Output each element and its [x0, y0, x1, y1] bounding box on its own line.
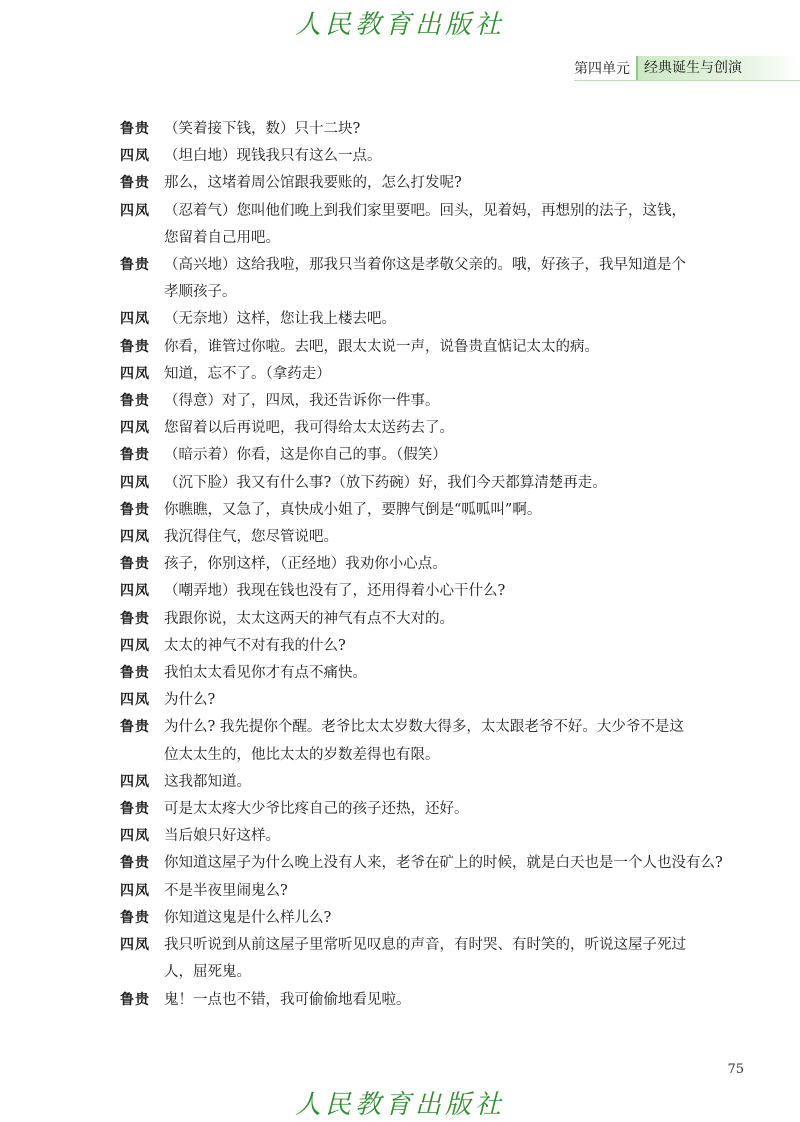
- dialogue-text: 不是半夜里闹鬼么?: [164, 882, 288, 899]
- speaker-name: 四凤: [120, 311, 150, 328]
- dialogue-text: 为什么? 我先提你个醒。老爷比太太岁数大得多，太太跟老爷不好。大少爷不是这: [164, 719, 684, 736]
- speaker-name: 四凤: [120, 583, 150, 600]
- speaker-name: 鲁贵: [120, 909, 150, 926]
- dialogue-body: [120, 116, 723, 1014]
- dialogue-line: [120, 796, 710, 823]
- dialogue-line: [120, 415, 710, 442]
- dialogue-line: [120, 987, 710, 1014]
- dialogue-text: 那么，这堵着周公馆跟我要账的，怎么打发呢?: [164, 175, 462, 192]
- speaker-name: 四凤: [120, 773, 150, 790]
- dialogue-line: [120, 442, 710, 469]
- dialogue-text: （嘲弄地）我现在钱也没有了，还用得着小心干什么?: [164, 583, 506, 600]
- unit-number: 第四单元: [574, 61, 630, 77]
- dialogue-line: [120, 551, 710, 578]
- dialogue-line: [120, 306, 710, 333]
- dialogue-line: [120, 606, 710, 633]
- dialogue-line: [120, 497, 710, 524]
- dialogue-text: 你知道这鬼是什么样儿么?: [164, 909, 332, 926]
- dialogue-line: [120, 687, 710, 714]
- dialogue-line: [120, 823, 710, 850]
- speaker-name: [120, 959, 164, 986]
- dialogue-text: 孝顺孩子。: [164, 284, 237, 301]
- dialogue-continuation: [120, 742, 710, 769]
- speaker-name: 四凤: [120, 529, 150, 546]
- dialogue-text: 鬼！一点也不错，我可偷偷地看见啦。: [164, 991, 411, 1008]
- dialogue-text: 孩子，你别这样，（正经地）我劝你小心点。: [164, 556, 447, 573]
- speaker-name: 鲁贵: [120, 257, 150, 274]
- dialogue-line: [120, 714, 710, 741]
- dialogue-line: [120, 198, 710, 225]
- speaker-name: 鲁贵: [120, 556, 150, 573]
- dialogue-line: [120, 170, 710, 197]
- speaker-name: 鲁贵: [120, 447, 150, 464]
- speaker-name: 鲁贵: [120, 393, 150, 410]
- dialogue-line: [120, 361, 710, 388]
- speaker-name: 鲁贵: [120, 501, 150, 518]
- dialogue-continuation: [120, 225, 710, 252]
- speaker-name: 四凤: [120, 420, 150, 437]
- speaker-name: 四凤: [120, 148, 150, 165]
- dialogue-text: 我怕太太看见你才有点不痛快。: [164, 665, 367, 682]
- dialogue-line: [120, 932, 710, 959]
- dialogue-line: [120, 524, 710, 551]
- dialogue-line: [120, 470, 710, 497]
- publisher-logo-bottom: 人民教育出版社: [294, 1090, 505, 1120]
- dialogue-text: 我跟你说，太太这两天的神气有点不大对的。: [164, 610, 454, 627]
- dialogue-text: 您留着以后再说吧，我可得给太太送药去了。: [164, 420, 454, 437]
- dialogue-line: [120, 252, 710, 279]
- dialogue-text: （笑着接下钱，数）只十二块?: [164, 121, 361, 137]
- dialogue-line: [120, 388, 710, 415]
- speaker-name: [120, 225, 164, 252]
- dialogue-text: 我沉得住气，您尽管说吧。: [164, 529, 338, 546]
- speaker-name: 鲁贵: [120, 991, 150, 1008]
- dialogue-text: （高兴地）这给我啦，那我只当着你这是孝敬父亲的。哦，好孩子，我早知道是个: [164, 257, 686, 274]
- dialogue-text: （沉下脸）我又有什么事?（放下药碗）好，我们今天都算清楚再走。: [164, 474, 607, 491]
- dialogue-text: 我只听说到从前这屋子里常听见叹息的声音，有时哭、有时笑的，听说这屋子死过: [164, 937, 686, 954]
- dialogue-text: 当后娘只好这样。: [164, 828, 280, 845]
- speaker-name: 鲁贵: [120, 121, 150, 137]
- dialogue-text: 人，屈死鬼。: [164, 964, 251, 981]
- dialogue-line: [120, 660, 710, 687]
- dialogue-text: 这我都知道。: [164, 773, 251, 790]
- dialogue-continuation: [120, 959, 710, 986]
- dialogue-text: （暗示着）你看，这是你自己的事。（假笑）: [164, 447, 447, 464]
- unit-title: 经典诞生与创演: [636, 56, 800, 80]
- dialogue-text: 你瞧瞧，又急了，真快成小姐了，要脾气倒是“呱呱叫”啊。: [164, 501, 542, 518]
- dialogue-line: [120, 334, 710, 361]
- speaker-name: [120, 742, 164, 769]
- dialogue-text: （得意）对了，四凤，我还告诉你一件事。: [164, 393, 440, 410]
- publisher-logo-top: 人民教育出版社: [294, 10, 505, 40]
- dialogue-line: [120, 769, 710, 796]
- dialogue-text: （忍着气）您叫他们晚上到我们家里要吧。回头，见着妈，再想别的法子，这钱，: [164, 202, 686, 219]
- speaker-name: 鲁贵: [120, 665, 150, 682]
- dialogue-line: [120, 905, 710, 932]
- speaker-name: 鲁贵: [120, 175, 150, 192]
- speaker-name: 四凤: [120, 828, 150, 845]
- dialogue-text: 知道，忘不了。（拿药走）: [164, 365, 331, 382]
- dialogue-line: [120, 578, 710, 605]
- dialogue-line: [120, 850, 723, 877]
- speaker-name: 鲁贵: [120, 801, 150, 818]
- dialogue-line: [120, 116, 710, 143]
- dialogue-text: （无奈地）这样，您让我上楼去吧。: [164, 311, 396, 328]
- dialogue-text: 太太的神气不对有我的什么?: [164, 637, 346, 654]
- unit-header-rule: [574, 80, 800, 81]
- dialogue-line: [120, 633, 710, 660]
- dialogue-text: 你知道这屋子为什么晚上没有人来，老爷在矿上的时候，就是白天也是一个人也没有么?: [164, 855, 723, 872]
- dialogue-text: （坦白地）现钱我只有这么一点。: [164, 148, 382, 165]
- dialogue-continuation: [120, 279, 710, 306]
- page-number: 75: [727, 1062, 744, 1077]
- speaker-name: 四凤: [120, 474, 150, 491]
- dialogue-line: [120, 143, 710, 170]
- dialogue-text: 您留着自己用吧。: [164, 229, 280, 246]
- dialogue-text: 位太太生的，他比太太的岁数差得也有限。: [164, 746, 440, 763]
- speaker-name: 四凤: [120, 882, 150, 899]
- dialogue-text: 可是太太疼大少爷比疼自己的孩子还热，还好。: [164, 801, 469, 818]
- speaker-name: 四凤: [120, 637, 150, 654]
- speaker-name: 四凤: [120, 365, 150, 382]
- dialogue-text: 你看，谁管过你啦。去吧，跟太太说一声，说鲁贵直惦记太太的病。: [164, 338, 599, 355]
- speaker-name: [120, 279, 164, 306]
- speaker-name: 四凤: [120, 692, 150, 709]
- speaker-name: 鲁贵: [120, 719, 150, 736]
- unit-header: [574, 56, 800, 80]
- dialogue-text: 为什么?: [164, 692, 216, 709]
- speaker-name: 鲁贵: [120, 855, 150, 872]
- dialogue-line: [120, 878, 710, 905]
- speaker-name: 四凤: [120, 937, 150, 954]
- speaker-name: 鲁贵: [120, 338, 150, 355]
- speaker-name: 四凤: [120, 202, 150, 219]
- speaker-name: 鲁贵: [120, 610, 150, 627]
